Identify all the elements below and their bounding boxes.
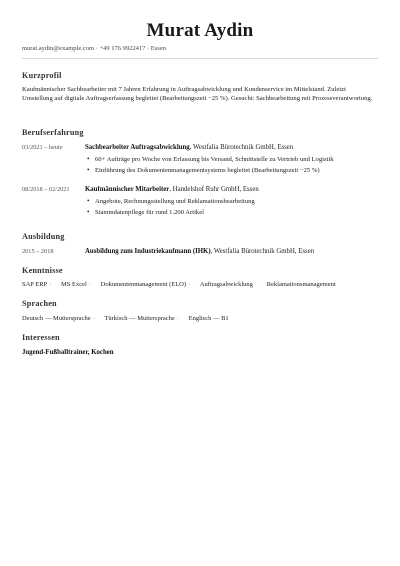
section-title-interests: Interessen xyxy=(22,333,60,342)
profile-text: Kaufmännischer Sachbearbeiter mit 7 Jahren Erfahrung in Auftragsabwicklung und Kundenservice im Mittelstand. Zuletzt Umstellung auf digitale Auftragserfassung begleitet (Bearbeitungszeit −25 %). Gesucht: Sachbearbeitung mit Prozessverantwortung. xyxy=(22,86,373,103)
language-item: Englisch — B1 xyxy=(188,315,229,322)
skill-item: Auftragsabwicklung · xyxy=(199,281,258,288)
skill-item: SAP ERP · xyxy=(22,281,52,288)
experience-date: 08/2018 – 02/2021 xyxy=(22,186,70,193)
section-title-skills: Kenntnisse xyxy=(22,266,63,275)
section-title-languages: Sprachen xyxy=(22,299,57,308)
languages-list xyxy=(22,315,237,322)
section-title-profile: Kurzprofil xyxy=(22,71,62,80)
interests-text: Jugend-Fußballtrainer, Kochen xyxy=(22,349,114,356)
experience-bullets xyxy=(85,196,255,218)
experience-role: Sachbearbeiter Auftragsabwicklung xyxy=(85,144,190,151)
education-degree: Ausbildung zum Industriekaufmann (IHK) xyxy=(85,248,211,255)
candidate-name: Murat Aydin xyxy=(146,20,254,41)
education-title xyxy=(85,247,314,256)
education-date: 2015 – 2018 xyxy=(22,248,54,255)
section-title-experience: Berufserfahrung xyxy=(22,128,84,137)
experience-bullet: • Einführung des Dokumentenmanagementsystems begleitet (Bearbeitungszeit −25 %) xyxy=(85,165,334,176)
experience-date: 03/2021 – heute xyxy=(22,144,63,151)
experience-bullets xyxy=(85,154,334,176)
skill-item: MS Excel · xyxy=(61,281,92,288)
skills-list xyxy=(22,281,344,288)
experience-title xyxy=(85,185,259,194)
skill-item: Reklamationsmanagement xyxy=(266,281,336,288)
experience-bullet: • Angebote, Rechnungsstellung und Reklamationsbearbeitung xyxy=(85,196,255,207)
experience-company: , Handelshof Ruhr GmbH, Essen xyxy=(169,186,259,193)
education-institution: , Westfalia Bürotechnik GmbH, Essen xyxy=(210,248,315,255)
language-item: Türkisch — Muttersprache · xyxy=(104,315,179,322)
language-item: Deutsch — Muttersprache · xyxy=(22,315,95,322)
section-title-education: Ausbildung xyxy=(22,232,65,241)
skill-item: Dokumentenmanagement (ELO) · xyxy=(100,281,191,288)
experience-bullet: • 60+ Aufträge pro Woche von Erfassung bis Versand, Schnittstelle zu Vertrieb und Logistik xyxy=(85,154,334,165)
contact-line: murat.aydin@example.com · +49 176 9922417 · Essen xyxy=(22,45,166,52)
experience-title xyxy=(85,143,293,152)
header-divider xyxy=(22,58,378,59)
experience-bullet: • Stammdatenpflege für rund 1.200 Artikel xyxy=(85,207,255,218)
experience-company: , Westfalia Bürotechnik GmbH, Essen xyxy=(189,144,294,151)
experience-role: Kaufmännischer Mitarbeiter xyxy=(85,186,170,193)
